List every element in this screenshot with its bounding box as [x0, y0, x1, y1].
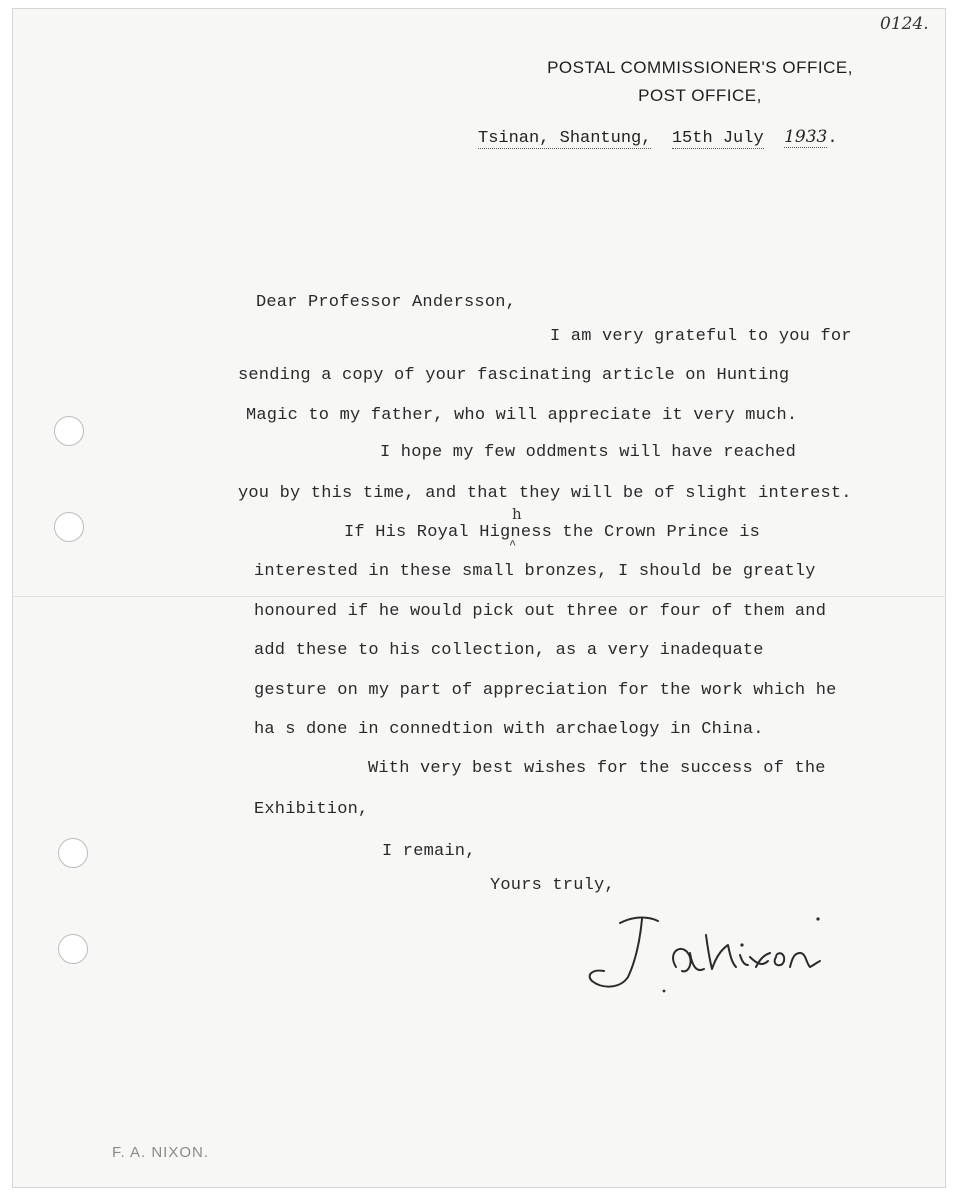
letter-line: interested in these small bronzes, I should be greatly	[254, 562, 816, 581]
letter-line: gesture on my part of appreciation for the work which he	[254, 681, 837, 700]
closing-yours-truly: Yours truly,	[490, 876, 615, 895]
letter-line: add these to his collection, as a very inadequate	[254, 641, 764, 660]
letter-line: sending a copy of your fascinating article on Hunting	[238, 366, 790, 385]
punch-hole	[54, 512, 84, 542]
letter-line: If His Royal Higness the Crown Prince is	[344, 523, 761, 542]
letterhead-office: POSTAL COMMISSIONER'S OFFICE,	[547, 58, 853, 77]
handwritten-insertion: h	[512, 505, 522, 523]
date-line	[478, 127, 838, 148]
letter-line: you by this time, and that they will be of slight interest.	[238, 484, 852, 503]
date-year: 1933	[784, 127, 828, 147]
letter-line: Magic to my father, who will appreciate it very much.	[246, 406, 798, 425]
handwritten-signature	[580, 905, 870, 1000]
punch-hole	[58, 838, 88, 868]
date-end: .	[827, 129, 838, 148]
letterhead-post-office: POST OFFICE,	[638, 86, 762, 105]
sender-name-stamp: F. A. NIXON.	[112, 1144, 210, 1161]
paper-fold-line	[12, 596, 946, 597]
punch-hole	[58, 934, 88, 964]
salutation: Dear Professor Andersson,	[256, 293, 517, 312]
letter-line: With very best wishes for the success of the	[368, 759, 826, 778]
letter-line: Exhibition,	[254, 800, 369, 819]
closing-remain: I remain,	[382, 842, 476, 861]
date-place: Tsinan, Shantung,	[478, 129, 652, 148]
insertion-caret-icon: ^	[509, 538, 517, 552]
letter-line: ha s done in connedtion with archaelogy in China.	[254, 720, 764, 739]
letter-line: I hope my few oddments will have reached	[380, 443, 797, 462]
letter-line: honoured if he would pick out three or four of them and	[254, 602, 827, 621]
date-day-month: 15th July	[671, 129, 764, 148]
letter-line: I am very grateful to you for	[550, 327, 852, 346]
punch-hole	[54, 416, 84, 446]
archive-page-number: 0124.	[880, 14, 929, 34]
letter-paper	[12, 8, 946, 1188]
